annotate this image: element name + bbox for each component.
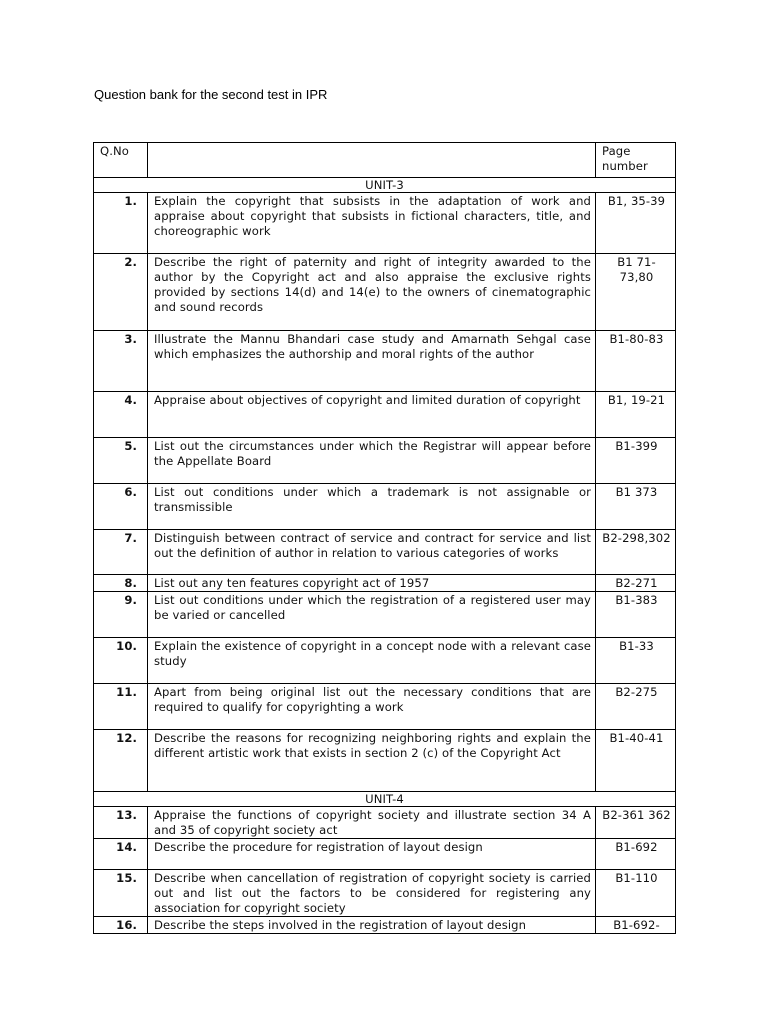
question-number: 8. [94, 575, 148, 592]
question-number: 12. [94, 730, 148, 792]
table-row [94, 575, 676, 592]
page-reference: B1, 19-21 [596, 392, 676, 438]
header-question [148, 143, 596, 178]
question-number: 11. [94, 684, 148, 730]
page-reference: B1-692 [596, 839, 676, 870]
question-text: Describe the steps involved in the registration of layout design [148, 917, 596, 934]
table-row [94, 438, 676, 484]
question-number: 6. [94, 484, 148, 530]
header-page: Page number [596, 143, 676, 178]
table-row [94, 870, 676, 917]
question-text: List out conditions under which a trademark is not assignable or transmissible [148, 484, 596, 530]
table-row [94, 592, 676, 638]
question-text: Describe the procedure for registration of layout design [148, 839, 596, 870]
header-row [94, 143, 676, 178]
page-reference: B1-33 [596, 638, 676, 684]
question-table [93, 142, 676, 934]
table-row [94, 684, 676, 730]
page-reference: B2-275 [596, 684, 676, 730]
header-qno: Q.No [94, 143, 148, 178]
table-row [94, 331, 676, 392]
unit-row [94, 792, 676, 807]
page-reference: B2-271 [596, 575, 676, 592]
page-reference: B1-383 [596, 592, 676, 638]
table-row [94, 839, 676, 870]
question-number: 16. [94, 917, 148, 934]
question-number: 1. [94, 193, 148, 254]
question-text: Explain the copyright that subsists in the adaptation of work and appraise about copyright that subsists in fictional characters, title, and choreographic work [148, 193, 596, 254]
question-text: Explain the existence of copyright in a concept node with a relevant case study [148, 638, 596, 684]
question-number: 10. [94, 638, 148, 684]
unit-label: UNIT-3 [94, 178, 676, 193]
question-number: 14. [94, 839, 148, 870]
table-row [94, 807, 676, 839]
question-number: 3. [94, 331, 148, 392]
page-reference: B1-110 [596, 870, 676, 917]
page-reference: B1-692- [596, 917, 676, 934]
question-text: Appraise about objectives of copyright and limited duration of copyright [148, 392, 596, 438]
question-text: Describe when cancellation of registration of copyright society is carried out and list out the factors to be considered for registering any association for copyright society [148, 870, 596, 917]
question-text: Apart from being original list out the necessary conditions that are required to qualify for copyrighting a work [148, 684, 596, 730]
question-number: 4. [94, 392, 148, 438]
question-number: 15. [94, 870, 148, 917]
table-row [94, 730, 676, 792]
question-number: 7. [94, 530, 148, 575]
table-row [94, 638, 676, 684]
question-text: Describe the reasons for recognizing neighboring rights and explain the different artistic work that exists in section 2 (c) of the Copyright Act [148, 730, 596, 792]
question-text: List out any ten features copyright act of 1957 [148, 575, 596, 592]
table-row [94, 530, 676, 575]
page-reference: B1 373 [596, 484, 676, 530]
page-reference: B1, 35-39 [596, 193, 676, 254]
page-reference: B1 71-73,80 [596, 254, 676, 331]
question-text: List out conditions under which the registration of a registered user may be varied or cancelled [148, 592, 596, 638]
question-number: 5. [94, 438, 148, 484]
unit-row [94, 178, 676, 193]
question-text: Appraise the functions of copyright society and illustrate section 34 A and 35 of copyright society act [148, 807, 596, 839]
table-row [94, 193, 676, 254]
table-row [94, 484, 676, 530]
table-row [94, 254, 676, 331]
page-reference: B1-399 [596, 438, 676, 484]
page-reference: B2-361 362 [596, 807, 676, 839]
question-text: Describe the right of paternity and right of integrity awarded to the author by the Copyright act and also appraise the exclusive rights provided by sections 14(d) and 14(e) to the owners of cinematographic and sound records [148, 254, 596, 331]
table-row [94, 917, 676, 934]
question-text: Distinguish between contract of service and contract for service and list out the definition of author in relation to various categories of works [148, 530, 596, 575]
page-reference: B2-298,302 [596, 530, 676, 575]
question-number: 9. [94, 592, 148, 638]
question-text: Illustrate the Mannu Bhandari case study and Amarnath Sehgal case which emphasizes the authorship and moral rights of the author [148, 331, 596, 392]
page-reference: B1-80-83 [596, 331, 676, 392]
question-number: 2. [94, 254, 148, 331]
unit-label: UNIT-4 [94, 792, 676, 807]
table-row [94, 392, 676, 438]
page-title: Question bank for the second test in IPR [94, 87, 328, 102]
question-text: List out the circumstances under which the Registrar will appear before the Appellate Board [148, 438, 596, 484]
question-number: 13. [94, 807, 148, 839]
page-reference: B1-40-41 [596, 730, 676, 792]
